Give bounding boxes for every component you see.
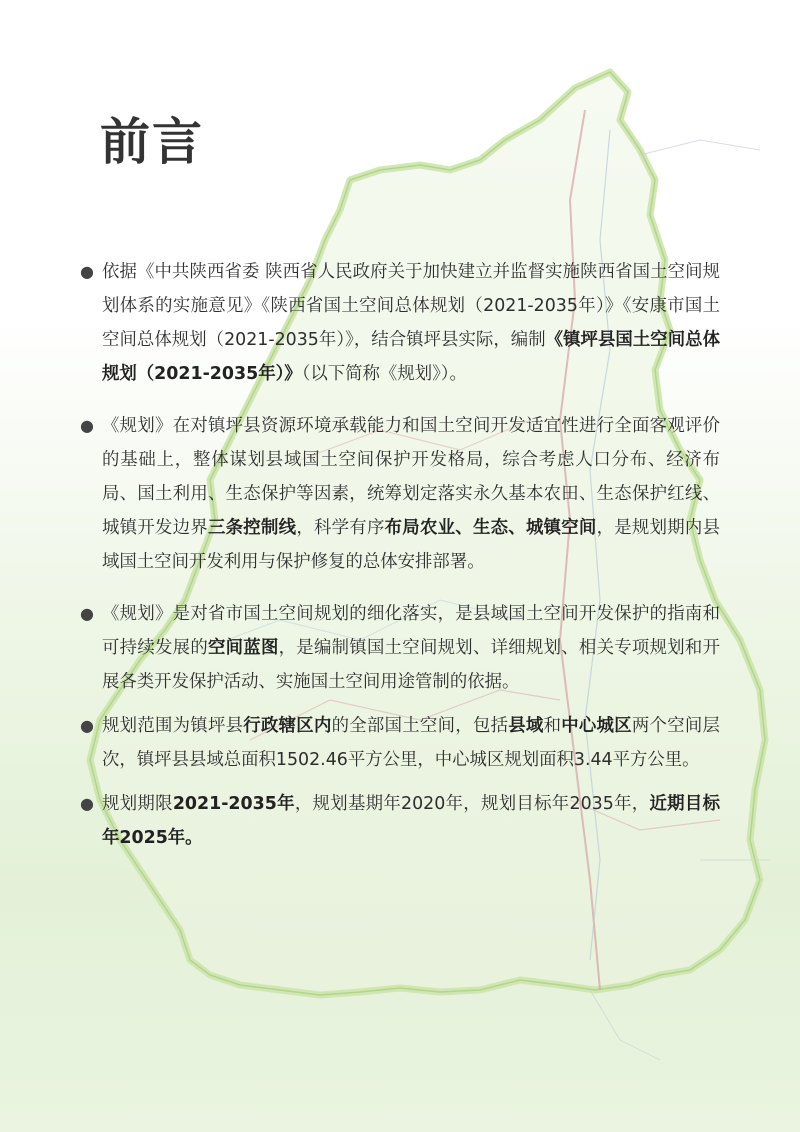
text-run: 和 bbox=[543, 716, 562, 736]
text-run: ，是编制镇国土空间规划、详细规划、相关专项规划和开展各类开发保护活动、实施国土空间用途管制的依据。 bbox=[102, 638, 720, 692]
outer-boundary-line bbox=[640, 140, 760, 155]
text-run-bold: 县域 bbox=[508, 716, 544, 736]
bullet-dot: ● bbox=[80, 794, 94, 813]
text-run-bold: 空间蓝图 bbox=[207, 638, 279, 658]
bullet-dot: ● bbox=[80, 604, 94, 623]
preface-content bbox=[80, 255, 720, 855]
text-run-bold: 中心城区 bbox=[561, 716, 632, 736]
bullet-text bbox=[102, 255, 720, 391]
bullet-text bbox=[102, 709, 720, 777]
bullet-item bbox=[80, 255, 720, 391]
text-run: 《规划》是对省市国土空间规划的细化落实，是县域国土空间开发保护的指南和可持续发展的 bbox=[102, 604, 720, 658]
text-run: 的全部国土空间，包括 bbox=[331, 716, 509, 736]
text-run: 规划期限 bbox=[102, 794, 173, 814]
outer-boundary-line bbox=[590, 990, 660, 1060]
bullet-item bbox=[80, 787, 720, 855]
text-run: 依据《中共陕西省委 陕西省人民政府关于加快建立并监督实施陕西省国土空间规划体系的实施意见》《陕西省国土空间总体规划（2021-2035年）》《安康市国土空间总体规划（2021-2035年）》，结合镇坪县实际，编制 bbox=[102, 262, 720, 350]
text-run: （以下简称《规划》）。 bbox=[301, 364, 467, 384]
bullet-dot: ● bbox=[80, 262, 94, 281]
text-run: 《规划》在对镇坪县资源环境承载能力和国土空间开发适宜性进行全面客观评价的基础上，整体谋划县域国土空间保护开发格局，综合考虑人口分布、经济布局、国土利用、生态保护等因素，统筹划定落实永久基本农田、生态保护红线、城镇开发边界 bbox=[102, 416, 720, 538]
bullet-item bbox=[80, 409, 720, 579]
bullet-text bbox=[102, 787, 720, 855]
bullet-dot: ● bbox=[80, 716, 94, 735]
text-run-bold: 《镇坪县国土空间总体规划（2021-2035年）》 bbox=[102, 330, 720, 384]
bullet-item bbox=[80, 709, 720, 777]
bullet-dot: ● bbox=[80, 416, 94, 435]
text-run: ，规划基期年2020年，规划目标年2035年， bbox=[294, 794, 650, 814]
bullet-item bbox=[80, 597, 720, 699]
text-run-bold: 三条控制线 bbox=[207, 518, 297, 538]
text-run-bold: 行政辖区内 bbox=[243, 716, 332, 736]
text-run-bold: 布局农业、生态、城镇空间 bbox=[384, 518, 597, 538]
page-title: 前言 bbox=[100, 113, 204, 171]
text-run-bold: 近期目标年2025年。 bbox=[102, 794, 720, 848]
text-run-bold: 2021-2035年 bbox=[172, 794, 295, 814]
text-run: ，是规划期内县域国土空间开发利用与保护修复的总体安排部署。 bbox=[102, 518, 720, 572]
text-run: 规划范围为镇坪县 bbox=[102, 716, 244, 736]
text-run: ，科学有序 bbox=[296, 518, 385, 538]
bullet-text bbox=[102, 409, 720, 579]
text-run: 两个空间层次，镇坪县县域总面积1502.46平方公里，中心城区规划面积3.44平方公里。 bbox=[102, 716, 720, 770]
bullet-text bbox=[102, 597, 720, 699]
